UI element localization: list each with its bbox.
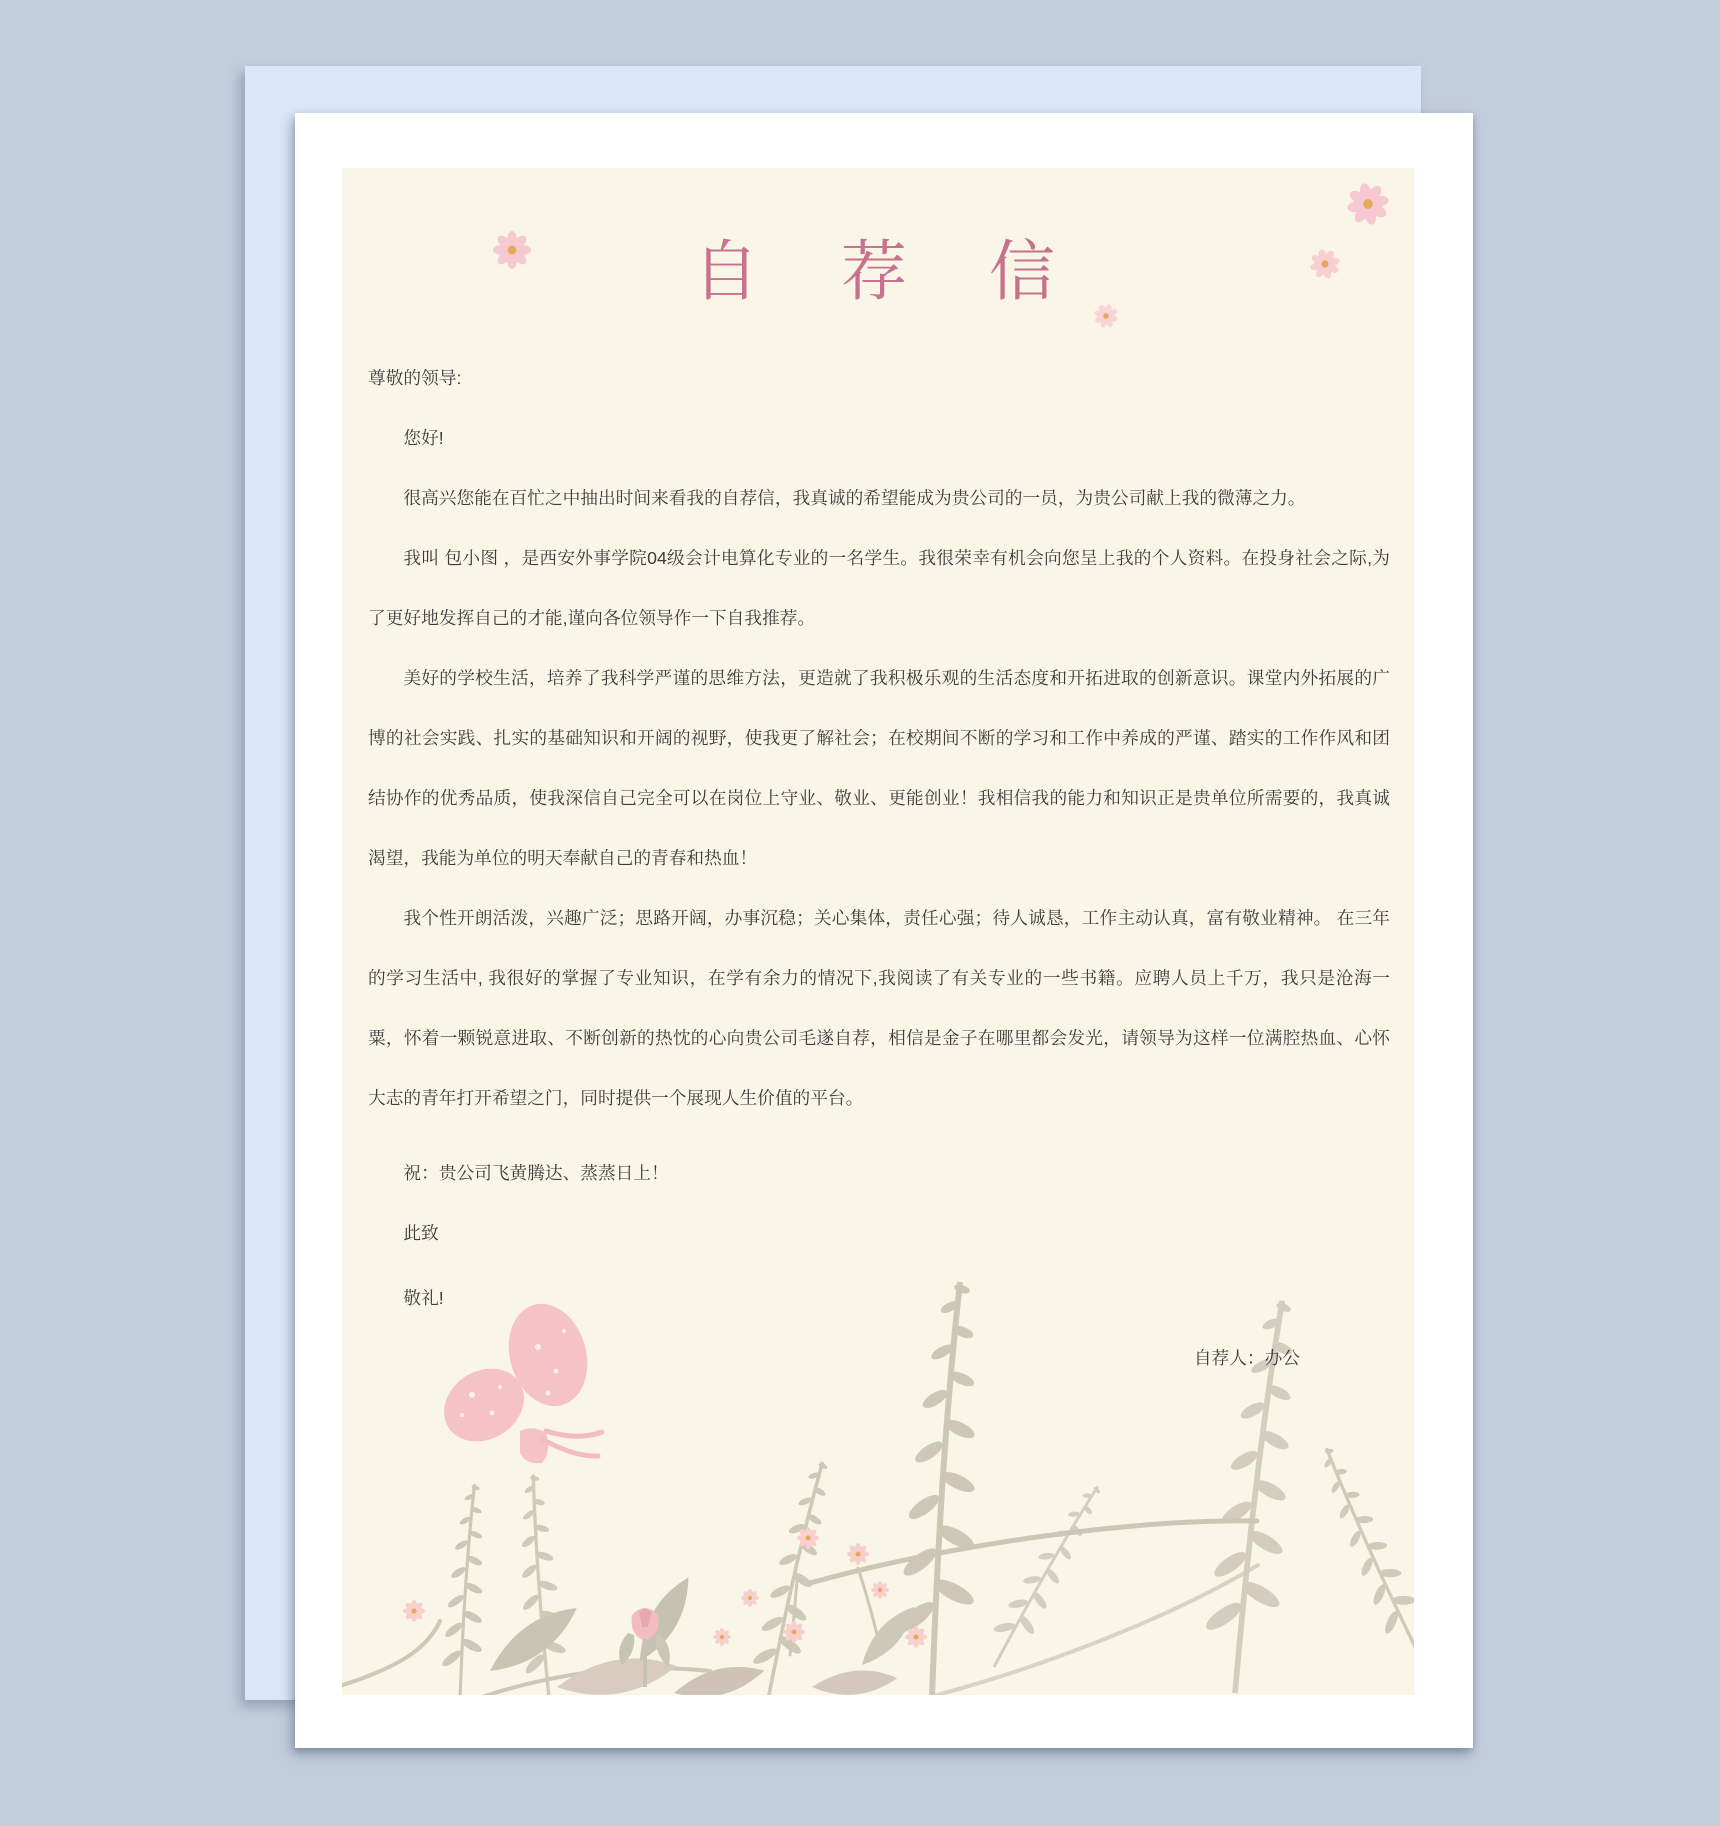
letter-body [368, 348, 1390, 1388]
letter-salute: 敬礼! [403, 1288, 444, 1308]
letter-signature: 自荐人：办公 [1193, 1348, 1300, 1368]
cosmos-flower-icon [493, 231, 531, 269]
letter-paragraph: 很高兴您能在百忙之中抽出时间来看我的自荐信，我真诚的希望能成为贵公司的一员，为贵公司献上我的微薄之力。 [403, 488, 1306, 508]
letter-paragraph: 美好的学校生活，培养了我科学严谨的思维方法，更造就了我积极乐观的生活态度和开拓进取的创新意识。课堂内外拓展的广博的社会实践、扎实的基础知识和开阔的视野，使我更了解社会；在校期间不断的学习和工作中养成的严谨、踏实的工作作风和团结协作的优秀品质，使我深信自己完全可以在岗位上守业、敬业、更能创业！我相信我的能力和知识正是贵单位所需要的，我真诚渴望，我能为单位的明天奉献自己的青春和热血！ [368, 668, 1390, 868]
cosmos-flower-icon [1343, 179, 1393, 229]
letter-page [295, 113, 1473, 1748]
letter-paragraph: 我叫 包小图 ，是西安外事学院04级会计电算化专业的一名学生。我很荣幸有机会向您呈上我的个人资料。在投身社会之际,为了更好地发挥自己的才能,谨向各位领导作一下自我推荐。 [368, 548, 1390, 628]
letter-paragraph: 我个性开朗活泼，兴趣广泛；思路开阔，办事沉稳；关心集体，责任心强；待人诚恳，工作主动认真，富有敬业精神。 在三年的学习生活中, 我很好的掌握了专业知识，在学有余力的情况下,我阅读了有关专业的一些书籍。应聘人员上千万，我只是沧海一粟，怀着一颗锐意进取、不断创新的热忱的心向贵公司毛遂自荐，相信是金子在哪里都会发光，请领导为这样一位满腔热血、心怀大志的青年打开希望之门，同时提供一个展现人生价值的平台。 [368, 908, 1390, 1108]
letter-paper [342, 168, 1414, 1695]
letter-salutation: 尊敬的领导: [368, 368, 462, 388]
letter-title: 自 荐 信 [693, 236, 1063, 309]
letter-closing: 此致 [403, 1223, 439, 1243]
letter-wish-line: 祝：贵公司飞黄腾达、蒸蒸日上！ [403, 1163, 669, 1183]
letter-greeting: 您好! [403, 428, 444, 448]
